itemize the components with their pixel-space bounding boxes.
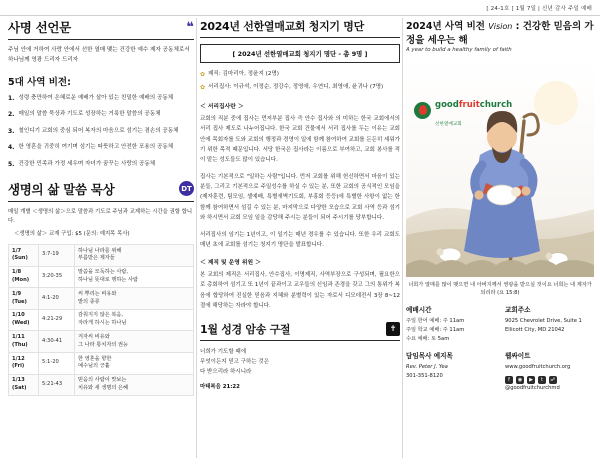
vision-text: 한 영혼을 귀중히 여기며 섬기는 따뜻하고 안전한 포용의 공동체 [18,144,174,151]
devotion-table [8,244,194,396]
vision-item [8,143,194,153]
roster-bullet [200,83,400,93]
roster-bullet-text: 서리집사: 이규석, 이정순, 정강수, 정영애, 우연디, 최영애, 윤귀나 (7명) [208,83,384,90]
logo-fruit: fruit [458,100,480,110]
cell-title: 겨자씨 비유와 그 나라 통치자의 권능 [75,331,194,353]
article-closing: 본 교회의 제직은 서리집사, 안수집사, 이명제직, 사역부장으로 구성되며, 필요한으로 총회하여 섬기고 또 1년이 끝과이고 교우들의 신임과 존경을 갖고 그의 통위가 복음에 합당하여 진실한 믿음과 지혜와 분별력이 있는 자로서 디모데전서 3장 8~12절에 해당하는 자라야 합니다. [200,272,400,309]
memory-line: 다 받으리라 하시니라 [200,369,252,376]
link-icon[interactable]: ☍ [550,377,556,383]
website-handle[interactable]: @goodfruitchurchmd [505,385,560,391]
service-line: 주일 학교 예배: 주 11am [406,326,465,333]
vision-title: 5대 사역 비전: [8,76,71,88]
cell-verse: 4:21-29 [39,309,75,331]
social-links [505,376,594,384]
memory-line: 너희가 기도할 때에 [200,348,247,355]
memory-title: 1월 성경 암송 구절 [200,322,291,336]
cell-day: 1/9 (Tue) [9,288,39,310]
article-heading: ＜ 서리집사란 ＞ [200,104,244,111]
website-url[interactable]: www.goodfruitchurch.org [505,363,571,370]
illustration-caption: 너희가 열매를 많이 맺으면 내 아버지께서 영광을 받으실 것이요 너희는 내 제자가 되리라 (요 15:8) [408,282,592,297]
article-paragraph: 집사는 기본적으로 "일하는 사람"입니다. 먼저 교회를 위해 헌신하면서 마음이 있는 분들, 그리고 기본적으로 주일성수를 하실 수 있는 분, 또한 교회의 공식적인 모임을 (제자훈련, 팀모임, 셀예배, 특별새벽기도회, 부흥회 등등)에 특별한 사항이 없는 한 함께 참여하면서 섬길 수 있는 분, 마지막으로 다양한 모습으로 교회 사역 등과 섬기와 하시면서 교회 모임 일을 감당해 주시는 분들이 되어 주시기를 당부합니다. [200,174,400,221]
logo-good: good [435,100,459,110]
right-column [406,18,594,393]
service-line: 수요 예배: 토 5am [406,335,450,342]
info-block-top [406,304,594,344]
vision-text: 매일의 말씀 묵상과 기도로 성장하는 거룩한 말씀의 공동체 [18,111,161,118]
vision-text: 철인디기 교회의 중심 되어 복자의 마음으로 섬기는 겸손의 공동체 [18,127,179,134]
logo-text [435,100,512,110]
instagram-icon[interactable]: ◉ [517,377,523,383]
cell-verse: 5:1-20 [39,353,75,375]
cell-day: 1/12 (Fri) [9,353,39,375]
cell-title: 한 영혼을 향한 예수님의 긍휼 [75,353,194,375]
cell-title: 믿음의 사람이 맛보는 치유와 새 생명의 은혜 [75,374,194,396]
service-line: 주일 한어 예배: 주 11am [406,317,465,324]
twitter-icon[interactable]: t [538,376,546,384]
shepherd-illustration-svg [406,59,594,277]
issue-header [0,0,600,16]
pastor-heading: 담임목사 예지목 [406,351,453,360]
vision-banner-title [406,18,594,46]
apple-leaf-icon [414,102,431,119]
memory-line: 무엇이든지 믿고 구하는 것은 [200,359,270,366]
vision-number: 1. [8,94,15,102]
vision-banner-title-ko: 2024년 사역 비전 [406,21,485,32]
flower-icon: ✿ [200,83,206,91]
facebook-icon[interactable]: f [505,376,513,384]
devotion-title: 생명의 삶 말씀 묵상 [8,181,115,197]
devotion-note-1: 매일 개별 ＜생명의 삶＞으로 말씀과 기도로 주님과 교제하는 시간을 권할 합니다. [8,208,193,224]
vision-text: 건강한 민족과 가정 세우며 자녀가 꿈꾸는 사랑의 공동체 [18,160,156,167]
cell-verse: 4:30-41 [39,331,75,353]
table-row [9,245,194,267]
devotion-note-2: ＜생명의 삶＞ 교재 구입: $5 (문의: 예지목 목사) [14,230,130,237]
pastor-phone[interactable]: 301-351-8120 [406,373,443,379]
address-heading: 교회주소 [505,305,531,314]
logo-korean: 선한열매교회 [435,121,462,127]
vision-item [8,110,194,120]
issue-label: [ 24-1호 ] 1월 7일 | 신년 감사 주일 예배 [486,5,592,12]
table-row [9,288,194,310]
memory-reference: 마태복음 21:22 [200,384,240,391]
vision-number: 4. [8,144,15,152]
article-subhead: ＜ 제직 및 운영 위원 ＞ [200,260,261,267]
article-paragraph: 교회의 직분 중에 집사는 먼저부분 집사 즉 안수 집사와 의 미하는 한국 교회에서의 서리 집사 제도로 나누어집니다. 한국 교회 건물에서 서리 집사를 두는 이유는 교회 안에 목회자를 도와 교회의 행정과 경영이 일에 함께 참여하여 교회를 든든히 세워가기 위한 목적 때문입니다. 서당 한국은 집사라는 이름으로 부여하고, 교회 봉사를 적이 맡는 성도들도 많이 있습니다. [200,116,400,163]
memory-heading [200,321,400,341]
devotion-heading [8,180,194,202]
vision-banner-subtitle: : 건강한 믿음의 가정을 세우는 해 [406,21,594,46]
cell-verse: 3:7-19 [39,245,75,267]
article-paragraph: 서리집사의 임기는 1년이고, 이 일기는 매년 경우를 수 있습니다. 또한 우리 교회도 매년 초에 교회를 섬기는 청지기 명단을 발표합니다. [200,231,400,249]
mission-body: 주님 안에 거하여 사랑 안에서 선한 열매 맺는 건강한 예수 제자 공동체로서 하나님께 영광 드리자 드리자 [8,47,190,63]
pastor-line: Rev. Peter J. Yea [406,363,448,370]
church-logo [414,93,512,128]
website-info [505,350,594,393]
cell-day: 1/13 (Sat) [9,374,39,396]
table-row [9,331,194,353]
address-line: 9025 Chevrolet Drive, Suite 1 [505,317,582,324]
mission-heading [8,18,194,40]
youtube-icon[interactable]: ▶ [527,376,535,384]
info-block-bottom [406,350,594,393]
website-heading: 웹싸이트 [505,351,531,360]
vision-item [8,94,194,104]
mission-title: 사명 선언문 [8,20,71,35]
cell-verse: 4:1-20 [39,288,75,310]
cell-day: 1/8 (Mon) [9,266,39,288]
table-row [9,309,194,331]
roster-bullet-text: 제직: 김마리아, 정윤지 (2명) [208,71,279,77]
dt-badge: DT [179,181,194,196]
roster-title: 2024년 선한열매교회 청지기 명단 [200,20,364,33]
vision-banner-subtitle-en: A year to build a healthy family of faith [406,47,512,53]
table-row [9,353,194,375]
vision-number: 5. [8,160,15,168]
table-row [9,374,194,396]
pastor-info [406,350,495,393]
quote-icon: ❝ [186,19,194,35]
cell-verse: 3:20-35 [39,266,75,288]
vision-number: 3. [8,127,15,135]
cell-day: 1/10 (Wed) [9,309,39,331]
cell-title: 씨 뿌리는 비유와 밭의 종류 [75,288,194,310]
vision-item [8,127,194,137]
cell-verse: 5:21-43 [39,374,75,396]
cell-day: 1/7 (Sun) [9,245,39,267]
vision-number: 2. [8,111,15,119]
cell-title: 말씀을 모독하는 사람, 하나님 뜻대로 행하는 사람 [75,266,194,288]
service-heading: 예배시간 [406,305,432,314]
table-row [9,266,194,288]
vision-illustration [406,59,594,277]
logo-church: church [479,100,513,110]
roster-bullet [200,70,400,80]
roster-box: [ 2024년 선한열매교회 청지기 명단 - 총 9명 ] [200,44,400,63]
vision-text: 성령 충만하여 은혜로운 예배가 살아 있는 친밀한 예배의 공동체 [18,94,174,101]
cell-day: 1/11 (Thu) [9,331,39,353]
left-column [8,18,194,396]
cross-icon: ✝ [386,322,400,336]
address-line: Ellicott City, MD 21042 [505,326,565,333]
cell-title: 하나님 나라를 위해 부름받은 제자들 [75,245,194,267]
column-divider-2 [402,18,403,458]
vision-item [8,160,194,170]
flower-icon: ✿ [200,71,206,78]
church-address [505,304,594,344]
column-divider-1 [196,18,197,458]
cell-title: 감춰지지 않은 복음, 자라게 하시는 하나님 [75,309,194,331]
middle-column [200,18,400,390]
vision-banner-title-en: Vision [488,22,513,31]
service-times [406,304,495,344]
roster-heading [200,18,400,38]
